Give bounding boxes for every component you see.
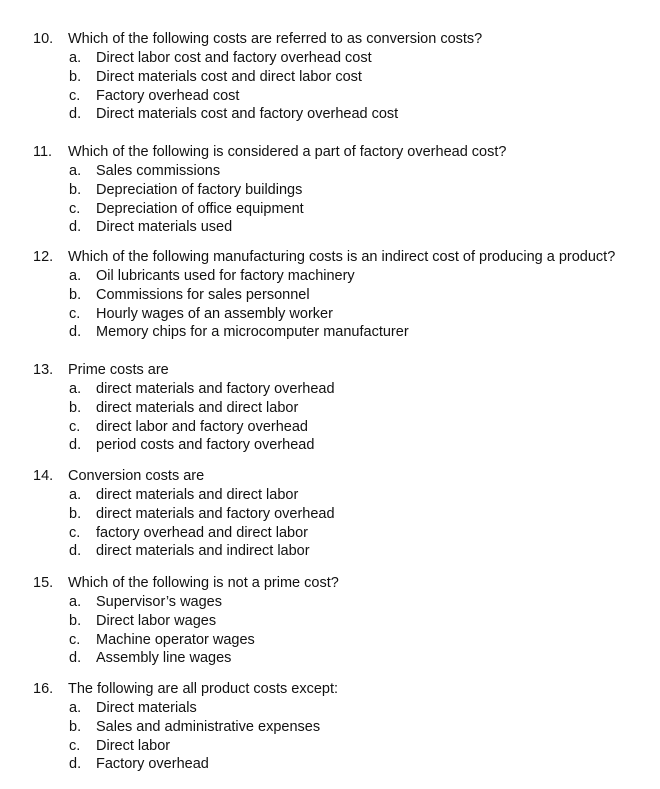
question-stem <box>0 574 660 593</box>
option-c <box>0 418 660 437</box>
option-c <box>0 305 660 324</box>
option-letter: d. <box>69 650 82 667</box>
option-letter: b. <box>69 612 82 629</box>
option-letter: b. <box>69 505 82 522</box>
question-15 <box>0 574 660 668</box>
option-letter: b. <box>69 399 82 416</box>
option-text: Direct materials used <box>96 219 233 236</box>
option-c <box>0 87 660 106</box>
option-text: Direct materials cost and factory overhead cost <box>96 106 399 123</box>
question-text: Conversion costs are <box>68 468 205 484</box>
option-a <box>0 593 660 612</box>
question-text: Which of the following costs are referred to as conversion costs? <box>68 31 483 47</box>
option-text: Commissions for sales personnel <box>96 286 310 303</box>
option-text: Hourly wages of an assembly worker <box>96 305 333 322</box>
option-text: Sales and administrative expenses <box>96 718 321 735</box>
option-letter: b. <box>69 68 82 85</box>
option-text: direct materials and indirect labor <box>96 543 310 560</box>
option-b <box>0 399 660 418</box>
option-c <box>0 737 660 756</box>
option-b <box>0 68 660 87</box>
option-letter: b. <box>69 181 82 198</box>
option-text: direct materials and direct labor <box>96 399 299 416</box>
question-stem <box>0 30 660 49</box>
question-number: 12. <box>33 249 54 265</box>
option-d <box>0 323 660 342</box>
option-letter: a. <box>69 50 82 66</box>
option-text: Machine operator wages <box>96 631 255 648</box>
option-text: Depreciation of office equipment <box>96 200 304 217</box>
option-letter: c. <box>69 524 81 541</box>
question-14 <box>0 467 660 561</box>
option-text: Oil lubricants used for factory machinery <box>96 268 355 284</box>
option-letter: a. <box>69 163 82 179</box>
question-stem <box>0 361 660 380</box>
question-number: 13. <box>33 362 54 378</box>
question-13 <box>0 361 660 455</box>
option-text: direct materials and factory overhead <box>96 381 335 397</box>
option-letter: c. <box>69 418 81 435</box>
option-text: Sales commissions <box>96 163 221 179</box>
option-letter: c. <box>69 631 81 648</box>
question-text: The following are all product costs except: <box>68 681 338 697</box>
option-b <box>0 181 660 200</box>
option-letter: d. <box>69 219 82 236</box>
question-11 <box>0 143 660 237</box>
option-b <box>0 718 660 737</box>
option-d <box>0 105 660 124</box>
question-text: Which of the following is not a prime cost? <box>68 575 339 591</box>
option-text: Supervisor’s wages <box>96 594 222 610</box>
option-a <box>0 49 660 68</box>
option-text: Direct labor wages <box>96 612 217 629</box>
question-12 <box>0 248 660 342</box>
option-d <box>0 436 660 455</box>
question-number: 10. <box>33 31 54 47</box>
option-letter: c. <box>69 305 81 322</box>
question-stem <box>0 467 660 486</box>
option-text: Direct labor cost and factory overhead cost <box>96 50 372 66</box>
option-letter: b. <box>69 718 82 735</box>
option-c <box>0 524 660 543</box>
option-text: direct materials and direct labor <box>96 487 299 503</box>
question-stem <box>0 680 660 699</box>
question-text: Prime costs are <box>68 362 169 378</box>
option-text: factory overhead and direct labor <box>96 524 308 541</box>
option-text: direct labor and factory overhead <box>96 418 308 435</box>
option-letter: a. <box>69 268 82 284</box>
option-a <box>0 380 660 399</box>
option-letter: d. <box>69 324 82 341</box>
option-letter: d. <box>69 756 82 773</box>
option-b <box>0 612 660 631</box>
option-a <box>0 699 660 718</box>
question-number: 15. <box>33 575 54 591</box>
option-b <box>0 286 660 305</box>
question-text: Which of the following manufacturing costs is an indirect cost of producing a product? <box>68 249 616 265</box>
option-letter: a. <box>69 487 82 503</box>
question-number: 11. <box>33 144 53 160</box>
option-text: Factory overhead <box>96 756 209 773</box>
option-a <box>0 162 660 181</box>
option-letter: a. <box>69 594 82 610</box>
option-text: Depreciation of factory buildings <box>96 181 303 198</box>
option-text: period costs and factory overhead <box>96 437 315 454</box>
option-text: Direct labor <box>96 737 171 754</box>
option-b <box>0 505 660 524</box>
question-stem <box>0 143 660 162</box>
option-letter: d. <box>69 437 82 454</box>
option-d <box>0 542 660 561</box>
option-c <box>0 631 660 650</box>
option-d <box>0 649 660 668</box>
option-letter: a. <box>69 700 82 716</box>
question-16 <box>0 680 660 774</box>
question-number: 14. <box>33 468 54 484</box>
option-text: Direct materials <box>96 700 197 716</box>
option-text: Factory overhead cost <box>96 87 240 104</box>
option-d <box>0 755 660 774</box>
option-text: direct materials and factory overhead <box>96 505 335 522</box>
option-letter: c. <box>69 87 81 104</box>
question-stem <box>0 248 660 267</box>
option-text: Direct materials cost and direct labor cost <box>96 68 362 85</box>
option-letter: c. <box>69 737 81 754</box>
question-10 <box>0 30 660 124</box>
question-text: Which of the following is considered a part of factory overhead cost? <box>68 144 507 160</box>
option-letter: a. <box>69 381 82 397</box>
option-a <box>0 267 660 286</box>
option-letter: c. <box>69 200 81 217</box>
option-text: Memory chips for a microcomputer manufacturer <box>96 324 409 341</box>
option-letter: d. <box>69 106 82 123</box>
option-a <box>0 486 660 505</box>
option-letter: b. <box>69 286 82 303</box>
question-number: 16. <box>33 681 54 697</box>
option-d <box>0 218 660 237</box>
option-letter: d. <box>69 543 82 560</box>
option-c <box>0 200 660 219</box>
option-text: Assembly line wages <box>96 650 232 667</box>
